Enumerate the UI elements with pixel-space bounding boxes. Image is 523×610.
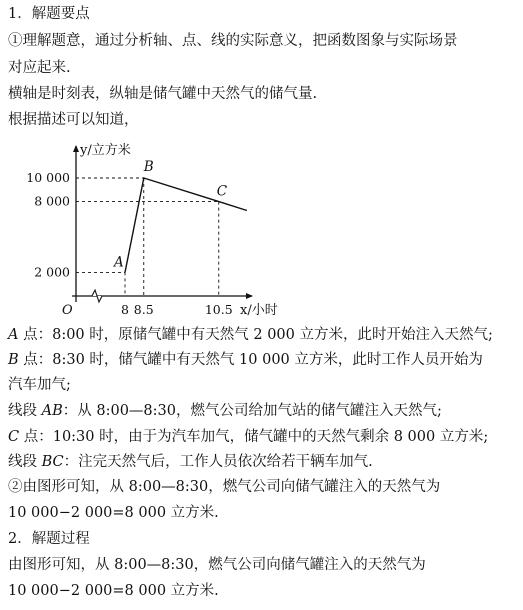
point-label-a: A (114, 254, 124, 271)
point-a-label: A (8, 327, 19, 343)
conclusion-line-2: 10 000−2 000=8 000 立方米. (8, 505, 219, 521)
point-label-b: B (143, 159, 154, 175)
segment-ab-prefix: 线段 (8, 403, 42, 419)
x-tick-label: 10.5 (204, 302, 233, 317)
segment-bc-text: ：注完天然气后，工作人员依次给若干辆车加气. (63, 454, 373, 470)
point-b-description-line-1 (8, 350, 483, 370)
point-label-c: C (216, 183, 228, 200)
point-b-description-line-2: 汽车加气; (8, 377, 71, 393)
paragraph-1-line-1: ①理解题意，通过分析轴、点、线的实际意义，把函数图象与实际场景 (8, 33, 458, 49)
y-tick-label: 2 000 (34, 264, 70, 280)
x-axis-label: x/小时 (240, 303, 278, 318)
function-graph (20, 138, 290, 318)
origin-label: O (62, 303, 73, 318)
series-line (125, 178, 247, 272)
point-c-description (8, 427, 488, 447)
section-2-heading: 2．解题过程 (8, 531, 90, 547)
conclusion-line-1: ②由图形可知，从 8:00—8:30，燃气公司向储气罐注入的天然气为 (8, 479, 441, 495)
solution-line-1: 由图形可知，从 8:00—8:30，燃气公司向储气罐注入的天然气为 (8, 557, 426, 573)
section-1-heading: 1．解题要点 (8, 6, 90, 22)
y-tick-label: 8 000 (34, 193, 70, 209)
x-tick-label: 8.5 (133, 302, 154, 317)
paragraph-2: 横轴是时刻表，纵轴是储气罐中天然气的储气量. (8, 86, 318, 102)
point-c-label: C (8, 429, 20, 445)
segment-ab-label: AB (41, 403, 63, 419)
solution-line-2: 10 000−2 000=8 000 立方米. (8, 583, 219, 599)
segment-bc-prefix: 线段 (8, 454, 42, 470)
x-tick-label: 8 (121, 302, 129, 317)
segment-ab-description (8, 401, 442, 421)
point-c-text: 点：10:30 时，由于为汽车加气，储气罐中的天然气剩余 8 000 立方米; (19, 429, 489, 445)
point-a-description (8, 325, 493, 345)
point-a-text: 点：8:00 时，原储气罐中有天然气 2 000 立方米，此时开始注入天然气; (18, 327, 493, 343)
y-axis-label: y/立方米 (80, 143, 131, 158)
paragraph-3: 根据描述可以知道， (8, 112, 139, 128)
point-b-text: 点：8:30 时，储气罐中有天然气 10 000 立方米，此时工作人员开始为 (18, 352, 483, 368)
point-b-label: B (8, 352, 19, 368)
segment-ab-text: ：从 8:00—8:30，燃气公司给加气站的储气罐注入天然气; (62, 403, 442, 419)
segment-bc-label: BC (41, 454, 64, 470)
paragraph-1-line-2: 对应起来. (8, 60, 71, 76)
segment-bc-description (8, 452, 373, 472)
y-tick-label: 10 000 (26, 170, 70, 185)
x-axis-break-mark (92, 290, 102, 302)
